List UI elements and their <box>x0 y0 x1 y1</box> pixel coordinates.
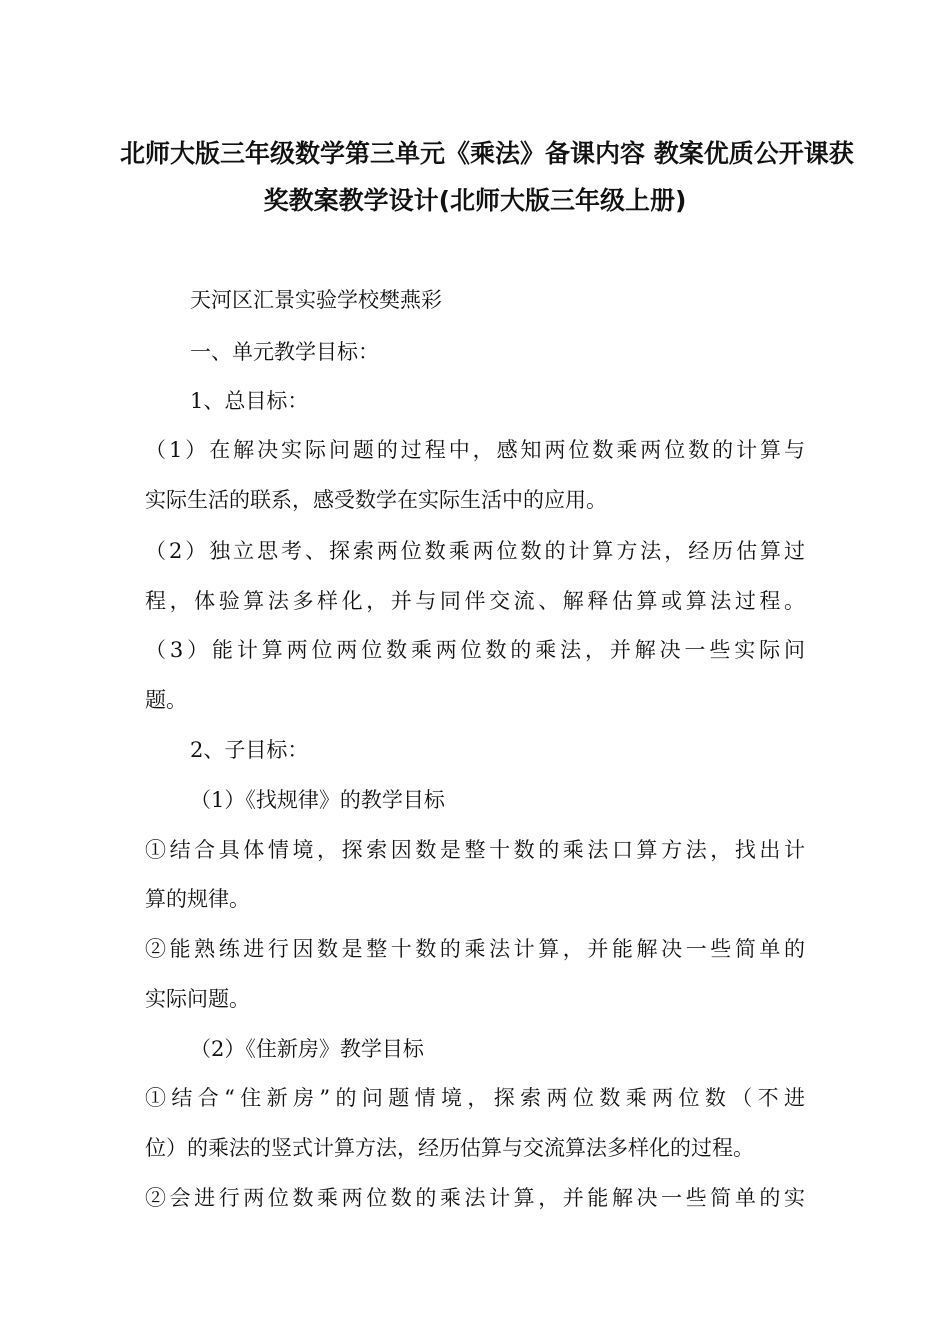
sub-goals-heading: 2、子目标： <box>190 738 309 762</box>
overall-goal-3-line-2: 题。 <box>145 688 187 712</box>
lesson-1-goal-2-line-1: ②能熟练进行因数是整十数的乘法计算，并能解决一些简单的 <box>145 937 805 961</box>
lesson-2-goal-1-line-2: 位）的乘法的竖式计算方法，经历估算与交流算法多样化的过程。 <box>145 1136 754 1160</box>
lesson-2-goal-1-line-1: ①结合“住新房”的问题情境，探索两位数乘两位数（不进 <box>145 1086 805 1110</box>
lesson-1-goal-1-line-1: ①结合具体情境，探索因数是整十数的乘法口算方法，找出计 <box>145 838 805 862</box>
document-title-line-1: 北师大版三年级数学第三单元《乘法》备课内容 教案优质公开课获 <box>120 139 854 168</box>
overall-goals-heading: 1、总目标： <box>190 389 309 413</box>
overall-goal-3-line-1: （3）能计算两位两位数乘两位数的乘法，并解决一些实际问 <box>145 638 805 662</box>
overall-goal-2-line-1: （2）独立思考、探索两位数乘两位数的计算方法，经历估算过 <box>145 539 805 563</box>
document-title-line-2: 奖教案教学设计(北师大版三年级上册) <box>263 186 687 215</box>
lesson-2-heading: （2）《住新房》教学目标 <box>190 1037 424 1061</box>
author-line: 天河区汇景实验学校樊燕彩 <box>190 288 442 312</box>
section-heading-unit-goals: 一、单元教学目标： <box>190 340 379 364</box>
overall-goal-1-line-2: 实际生活的联系，感受数学在实际生活中的应用。 <box>145 488 607 512</box>
overall-goal-1-line-1: （1）在解决实际问题的过程中，感知两位数乘两位数的计算与 <box>145 438 805 462</box>
lesson-1-heading: （1）《找规律》的教学目标 <box>190 788 445 812</box>
overall-goal-2-line-2: 程，体验算法多样化，并与同伴交流、解释估算或算法过程。 <box>145 589 805 613</box>
lesson-1-goal-2-line-2: 实际问题。 <box>145 987 250 1011</box>
lesson-1-goal-1-line-2: 算的规律。 <box>145 887 250 911</box>
lesson-2-goal-2-line-1: ②会进行两位数乘两位数的乘法计算，并能解决一些简单的实 <box>145 1186 805 1210</box>
